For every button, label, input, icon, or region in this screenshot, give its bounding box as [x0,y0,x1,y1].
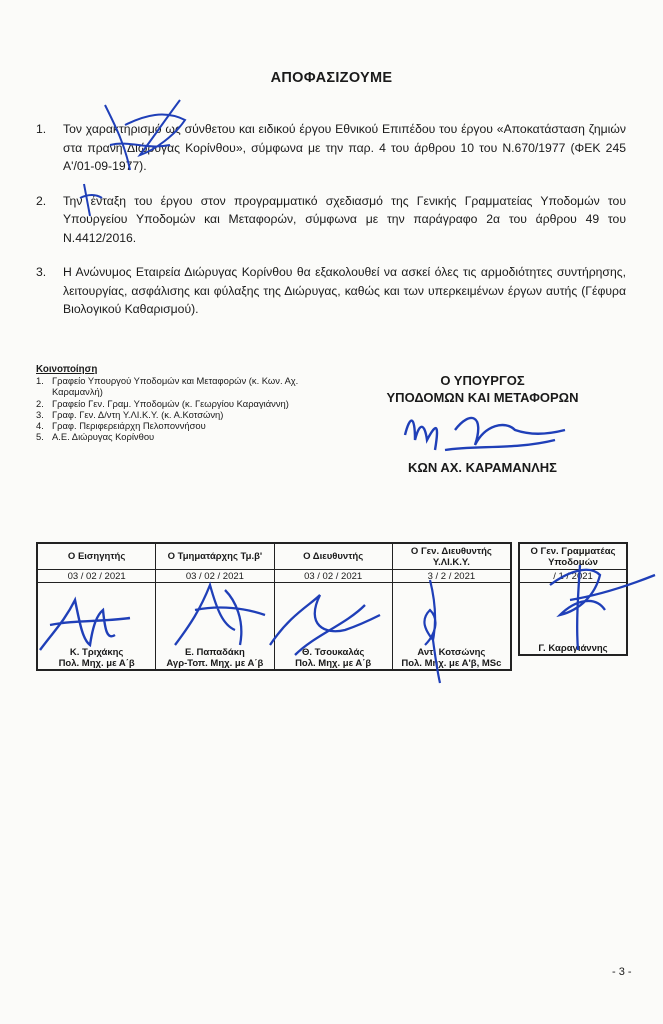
minister-name: ΚΩΝ ΑΧ. ΚΑΡΑΜΑΝΛΗΣ [408,460,557,475]
signatory-table [36,542,512,671]
decision-number: 1. [36,122,47,136]
signatory-role: Αγρ-Τοπ. Μηχ. με Α΄β [166,658,264,669]
minister-title-line: ΥΠΟΔΟΜΩΝ ΚΑΙ ΜΕΤΑΦΟΡΩΝ [386,390,579,405]
signatory-date: 03 / 02 / 2021 [274,570,392,583]
signatory-role: Πολ. Μηχ. με Α΄β [58,658,135,669]
distribution-number: 2. [36,397,44,409]
signatory-name: Κ. Τριχάκης [69,647,124,658]
distribution-item [36,431,336,442]
minister-signature-mark [395,405,585,465]
signatory-title: Ο Εισηγητής [38,544,156,570]
signatory-title: Ο Διευθυντής [274,544,392,570]
signatory-cell [392,583,510,670]
distribution-number: 5. [36,431,44,443]
distribution-number: 3. [36,408,44,420]
page-number: - 3 - [612,966,632,978]
distribution-text: Γραφ. Γεν. Δ/ντη Υ.ΛΙ.Κ.Υ. (κ. Α.Κοτσώνη) [52,408,224,420]
decision-text: Τον χαρακτηρισμό ως σύνθετου και ειδικού έργου Εθνικού Επιπέδου του έργου «Αποκατάσταση ζημιών στα πρανή Διώρυγας Κορίνθου», σύμφωνα με την παρ. 4 του άρθρου 10 του Ν.670/1977 (ΦΕΚ 245 Α'/01-09-1977). [63,122,626,173]
distribution-item [36,409,336,420]
signatory-cell [38,583,156,670]
secretary-title: Ο Γεν. Γραμματέας Υποδομών [520,544,627,570]
distribution-text: Γραφείο Υπουργού Υποδομών και Μεταφορών (κ. Κων. Αχ. Καραμανλή) [52,375,299,398]
decision-text: Την ένταξη του έργου στον προγραμματικό σχεδιασμό της Γενικής Γραμματείας Υποδομών του Υπουργείου Υποδομών και Μεταφορών, σύμφωνα με την παράγραφο 2α του άρθρου 49 του Ν.4412/2016. [63,193,626,245]
distribution-list [36,364,336,442]
signatory-title: Ο Γεν. Διευθυντής Υ.ΛΙ.Κ.Υ. [392,544,510,570]
decision-list [36,120,626,335]
decision-number: 2. [36,193,47,208]
signatory-role: Πολ. Μηχ. με Α΄β [295,658,372,669]
signatory-cell [274,583,392,670]
distribution-text: Γραφ. Περιφερειάρχη Πελοποννήσου [52,420,206,432]
minister-title [365,372,600,406]
distribution-item [36,375,336,397]
decision-number: 3. [36,265,47,279]
decision-item [36,120,626,176]
distribution-item [36,398,336,409]
signatory-date: 3 / 2 / 2021 [392,570,510,583]
distribution-number: 1. [36,375,44,387]
secretary-table [518,542,628,656]
decision-item [36,263,626,319]
signatory-cell [156,583,274,670]
signatory-name: Ε. Παπαδάκη [184,647,245,658]
distribution-text: Γραφείο Γεν. Γραμ. Υποδομών (κ. Γεωργίου Καραγιάννη) [52,397,289,409]
signatory-name: Θ. Τσουκαλάς [301,647,365,658]
signatory-title: Ο Τμηματάρχης Τμ.β' [156,544,274,570]
secretary-date: / 1 / 2021 [520,570,627,583]
distribution-title: Κοινοποίηση [36,364,98,375]
secretary-name: Γ. Καραγιάννης [538,643,608,654]
distribution-number: 4. [36,420,44,432]
decision-item [36,192,626,248]
signatory-date: 03 / 02 / 2021 [38,570,156,583]
distribution-text: Α.Ε. Διώρυγας Κορίνθου [52,431,155,443]
secretary-cell [520,583,627,655]
decision-heading: ΑΠΟΦΑΣΙΖΟΥΜΕ [270,70,393,86]
minister-title-line: Ο ΥΠΟΥΡΓΟΣ [440,373,525,388]
signatory-role: Πολ. Μηχ. με Α'β, MSc [401,658,502,669]
distribution-item [36,420,336,431]
signatory-name: Αντ. Κοτσώνης [417,647,486,658]
decision-text: Η Ανώνυμος Εταιρεία Διώρυγας Κορίνθου θα εξακολουθεί να ασκεί όλες τις αρμοδιότητες συντήρησης, λειτουργίας, ασφάλισης και φύλαξης της Διώρυγας, καθώς και των υπερκειμένων έργων αυτής (Γέφυρα Βιολογικού Καθαρισμού). [63,265,626,316]
signatory-date: 03 / 02 / 2021 [156,570,274,583]
